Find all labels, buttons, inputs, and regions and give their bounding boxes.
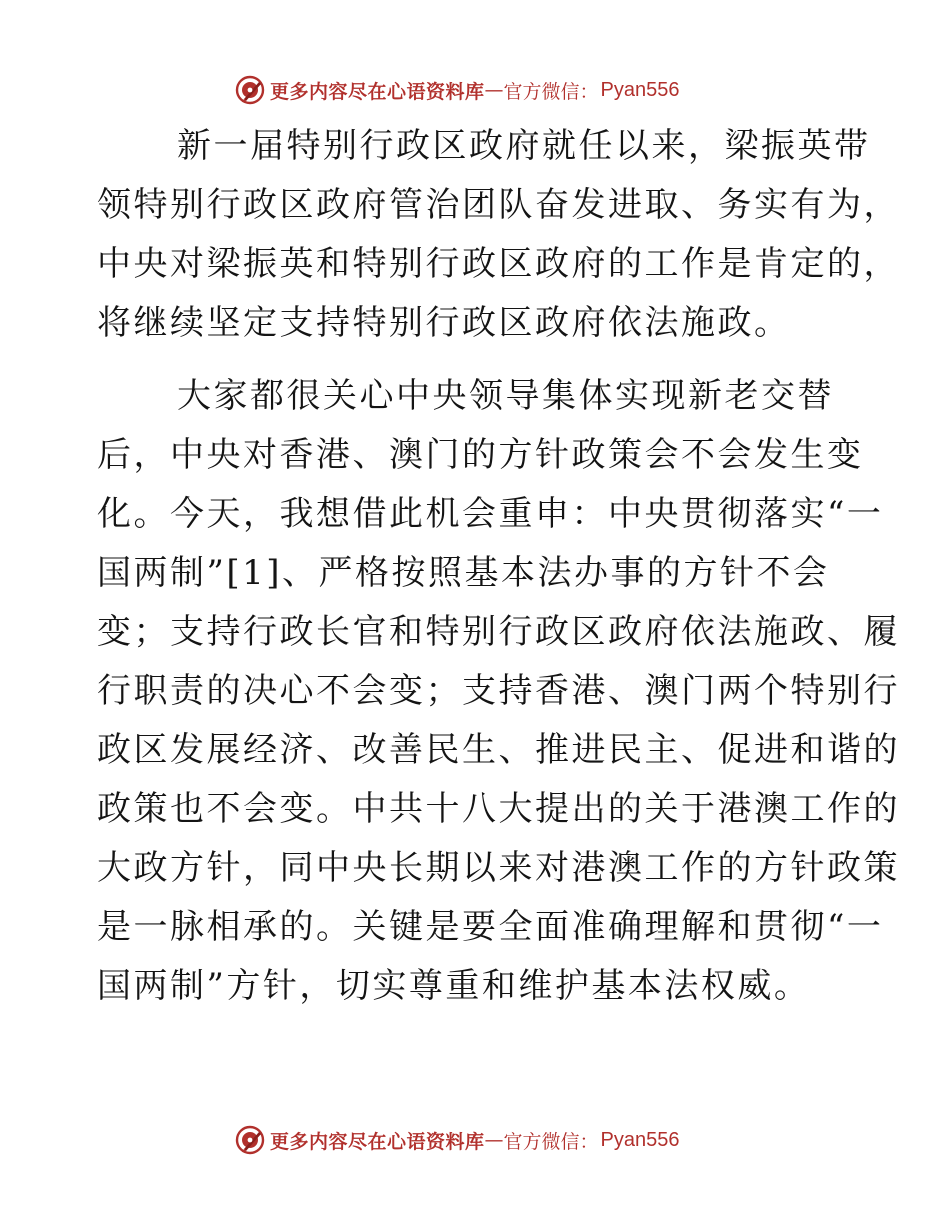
paragraph-line: 中央对梁振英和特别行政区政府的工作是肯定的， <box>97 244 900 284</box>
footer-banner <box>234 1122 680 1158</box>
paragraph-line: 是一脉相承的。关键是要全面准确理解和贯彻“一 <box>97 907 884 947</box>
paragraph-line: 新一届特别行政区政府就任以来，梁振英带 <box>177 126 871 166</box>
paragraph-line: 将继续坚定支持特别行政区政府依法施政。 <box>97 303 791 343</box>
banner-dash: — <box>484 1129 504 1151</box>
paragraph-1 <box>97 117 900 353</box>
paragraph-line: 政区发展经济、改善民生、推进民主、促进和谐的 <box>97 730 900 770</box>
paragraph-line: 国两制”方针，切实尊重和维护基本法权威。 <box>97 966 811 1006</box>
pen-logo-icon <box>234 74 266 106</box>
banner-wechat-label: 官方微信： <box>503 1130 599 1153</box>
banner-dash: — <box>484 79 504 101</box>
paragraph-line: 变；支持行政长官和特别行政区政府依法施政、履 <box>97 612 900 652</box>
banner-brand-text: 更多内容尽在心语资料库 <box>270 1130 485 1153</box>
banner-wechat-label: 官方微信： <box>503 80 599 103</box>
header-banner <box>234 72 680 108</box>
paragraph-line: 大家都很关心中央领导集体实现新老交替 <box>177 376 834 416</box>
paragraph-line: 领特别行政区政府管治团队奋发进取、务实有为， <box>97 185 900 225</box>
paragraph-line: 大政方针，同中央长期以来对港澳工作的方针政策 <box>97 848 900 888</box>
paragraph-line: 国两制”[1]、严格按照基本法办事的方针不会 <box>97 553 830 593</box>
paragraph-line: 行职责的决心不会变；支持香港、澳门两个特别行 <box>97 671 900 711</box>
paragraph-2 <box>97 367 900 1016</box>
banner-wechat-handle: Pyan556 <box>600 78 680 101</box>
banner-wechat-handle: Pyan556 <box>600 1128 680 1151</box>
paragraph-line: 政策也不会变。中共十八大提出的关于港澳工作的 <box>97 789 900 829</box>
pen-logo-icon <box>234 1124 266 1156</box>
paragraph-line: 后，中央对香港、澳门的方针政策会不会发生变 <box>97 435 864 475</box>
banner-brand-text: 更多内容尽在心语资料库 <box>270 80 485 103</box>
paragraph-line: 化。今天，我想借此机会重申：中央贯彻落实“一 <box>97 494 884 534</box>
